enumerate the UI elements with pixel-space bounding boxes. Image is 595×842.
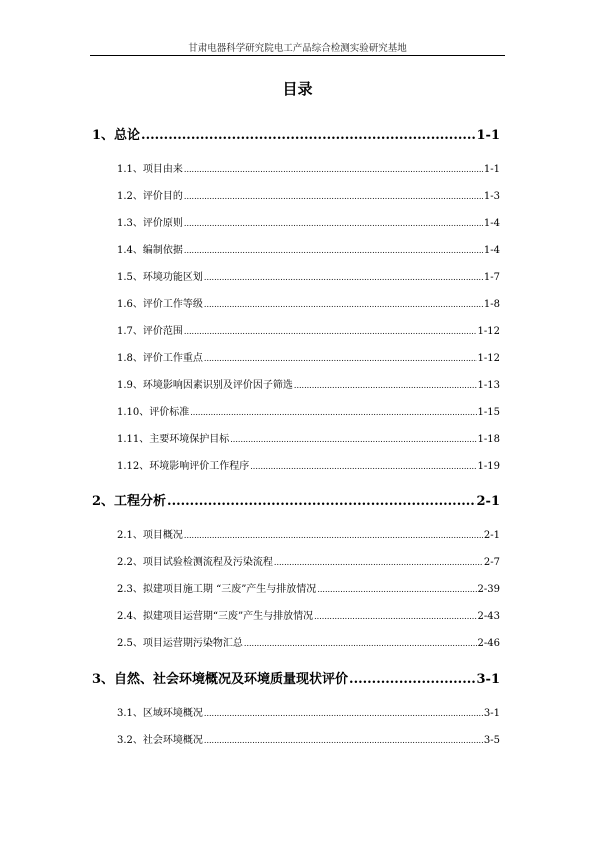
toc-entry-label: 3、自然、社会环境概况及环境质量现状评价 [92, 672, 349, 687]
running-header: 甘肃电器科学研究院电工产品综合检测实验研究基地 [188, 43, 407, 54]
toc-section-entry[interactable] [117, 322, 500, 337]
toc-section-entry[interactable] [117, 214, 500, 229]
toc-entry-label: 1.1、项目由来 [117, 164, 183, 175]
toc-entry-label: 1.10、评价标准 [117, 407, 190, 418]
toc-page-number: 3-1 [483, 708, 500, 719]
toc-section-entry[interactable] [117, 376, 500, 391]
toc-dot-leader [204, 300, 483, 309]
toc-dot-leader [184, 531, 483, 540]
toc-section-entry[interactable] [117, 268, 500, 283]
toc-page-number: 1-12 [477, 326, 500, 337]
toc-section-entry[interactable] [117, 457, 500, 472]
toc-page-number: 3-1 [476, 672, 500, 687]
toc-section-entry[interactable] [117, 160, 500, 175]
toc-dot-leader [274, 558, 483, 567]
toc-chapter-entry[interactable] [92, 490, 500, 509]
toc-entry-label: 1.2、评价目的 [117, 191, 183, 202]
toc-entry-label: 2.1、项目概况 [117, 530, 183, 541]
toc-page-number: 1-1 [483, 164, 500, 175]
toc-dot-leader [204, 709, 483, 718]
toc-page-number: 2-1 [476, 494, 500, 509]
toc-page-number: 1-15 [477, 407, 500, 418]
toc-entry-label: 1.7、评价范围 [117, 326, 183, 337]
toc-entry-label: 1.6、评价工作等级 [117, 299, 203, 310]
toc-chapter-entry[interactable] [92, 668, 500, 687]
toc-entry-label: 1、总论 [92, 128, 141, 143]
toc-page-number: 1-18 [477, 434, 500, 445]
toc-entry-label: 1.3、评价原则 [117, 218, 183, 229]
toc-dot-leader [184, 165, 483, 174]
toc-dot-leader [349, 672, 475, 687]
toc-section-entry[interactable] [117, 349, 500, 364]
toc-chapter-entry[interactable] [92, 124, 500, 143]
toc-entry-label: 3.2、社会环境概况 [117, 735, 203, 746]
toc-section-entry[interactable] [117, 295, 500, 310]
toc-section-entry[interactable] [117, 731, 500, 746]
toc-entry-label: 2.5、项目运营期污染物汇总 [117, 638, 243, 649]
toc-dot-leader [204, 273, 483, 282]
toc-entry-label: 1.5、环境功能区划 [117, 272, 203, 283]
toc-dot-leader [250, 462, 476, 471]
toc-section-entry[interactable] [117, 241, 500, 256]
toc-page-number: 2-1 [483, 530, 500, 541]
toc-dot-leader [141, 128, 475, 143]
toc-page-number: 1-3 [483, 191, 500, 202]
toc-entry-label: 3.1、区域环境概况 [117, 708, 203, 719]
page-title: 目录 [282, 80, 313, 98]
toc-dot-leader [184, 327, 477, 336]
toc-page-number: 1-1 [476, 128, 500, 143]
toc-section-entry[interactable] [117, 553, 500, 568]
toc-dot-leader [204, 736, 483, 745]
toc-page-number: 1-4 [483, 218, 500, 229]
toc-dot-leader [314, 612, 476, 621]
toc-dot-leader [204, 354, 477, 363]
toc-entry-label: 1.9、环境影响因素识别及评价因子筛选 [117, 380, 293, 391]
toc-page-number: 2-43 [477, 611, 500, 622]
toc-section-entry[interactable] [117, 187, 500, 202]
toc-page-number: 1-8 [483, 299, 500, 310]
toc-page-number: 1-13 [477, 380, 500, 391]
toc-section-entry[interactable] [117, 607, 500, 622]
toc-section-entry[interactable] [117, 580, 500, 595]
toc-section-entry[interactable] [117, 430, 500, 445]
toc-dot-leader [230, 435, 476, 444]
toc-dot-leader [184, 219, 483, 228]
toc-section-entry[interactable] [117, 403, 500, 418]
toc-section-entry[interactable] [117, 704, 500, 719]
toc-section-entry[interactable] [117, 526, 500, 541]
toc-entry-label: 2.2、项目试验检测流程及污染流程 [117, 557, 273, 568]
toc-entry-label: 2.3、拟建项目施工期 “三废”产生与排放情况 [117, 584, 317, 595]
toc-page-number: 1-7 [483, 272, 500, 283]
toc-page-number: 1-12 [477, 353, 500, 364]
toc-page-number: 2-7 [483, 557, 500, 568]
toc-section-entry[interactable] [117, 634, 500, 649]
toc-entry-label: 1.11、主要环境保护目标 [117, 434, 230, 445]
toc-entry-label: 1.12、环境影响评价工作程序 [117, 461, 250, 472]
toc-dot-leader [167, 494, 475, 509]
toc-page-number: 2-39 [477, 584, 500, 595]
toc-dot-leader [184, 192, 483, 201]
toc-dot-leader [190, 408, 476, 417]
toc-dot-leader [184, 246, 483, 255]
toc-page-number: 3-5 [483, 735, 500, 746]
toc-entry-label: 1.8、评价工作重点 [117, 353, 203, 364]
toc-dot-leader [244, 639, 477, 648]
toc-entry-label: 2、工程分析 [92, 494, 167, 509]
toc-dot-leader [294, 381, 477, 390]
toc-entry-label: 2.4、拟建项目运营期“三废”产生与排放情况 [117, 611, 314, 622]
toc-page-number: 2-46 [477, 638, 500, 649]
toc-dot-leader [317, 585, 476, 594]
toc-entry-label: 1.4、编制依据 [117, 245, 183, 256]
toc-page-number: 1-4 [483, 245, 500, 256]
toc-page-number: 1-19 [477, 461, 500, 472]
